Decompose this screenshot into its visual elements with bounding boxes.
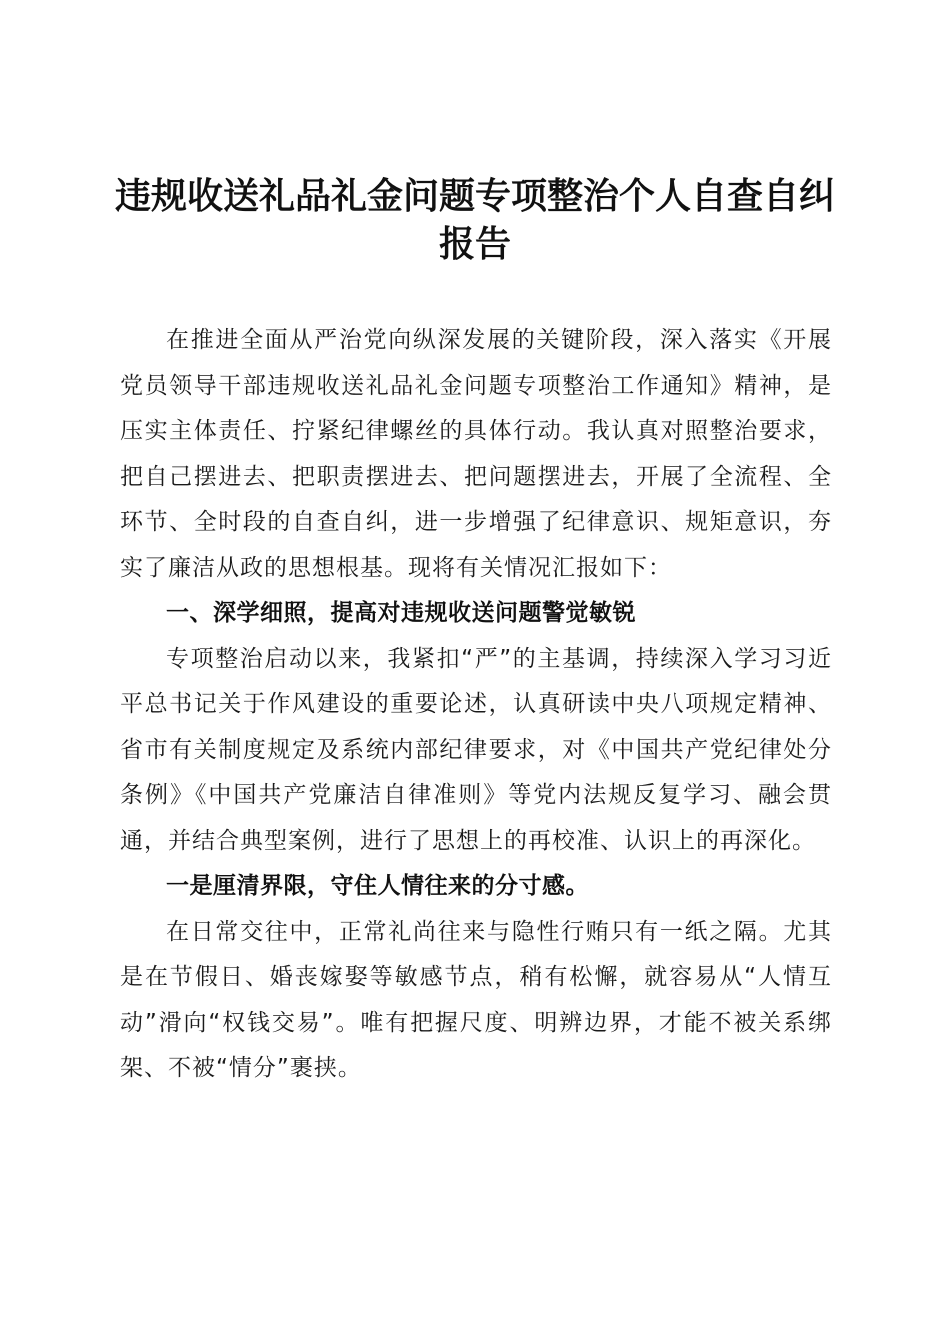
- subheading-1: 一是厘清界限，守住人情往来的分寸感。: [166, 873, 589, 899]
- title-line-1: 违规收送礼品礼金问题专项整治个人自查自纠: [114, 175, 835, 217]
- document-body: [120, 318, 832, 1092]
- intro-paragraph: 在推进全面从严治党向纵深发展的关键阶段，深入落实《开展党员领导干部违规收送礼品礼金问题专项整治工作通知》精神，是压实主体责任、拧紧纪律螺丝的具体行动。我认真对照整治要求，把自己摆进去、把职责摆进去、把问题摆进去，开展了全流程、全环节、全时段的自查自纠，进一步增强了纪律意识、规矩意识，夯实了廉洁从政的思想根基。现将有关情况汇报如下：: [120, 327, 832, 581]
- title-line-2: 报告: [438, 223, 511, 265]
- subheading-1-paragraph: 在日常交往中，正常礼尚往来与隐性行贿只有一纸之隔。尤其是在节假日、婚丧嫁娶等敏感节点，稍有松懈，就容易从“人情互动”滑向“权钱交易”。唯有把握尺度、明辨边界，才能不被关系绑架、不被“情分”裹挟。: [120, 918, 832, 1081]
- document-title: [100, 172, 850, 268]
- section-heading-1: 一、深学细照，提高对违规收送问题警觉敏锐: [166, 600, 636, 626]
- section-1-paragraph: 专项整治启动以来，我紧扣“严”的主基调，持续深入学习习近平总书记关于作风建设的重要论述，认真研读中央八项规定精神、省市有关制度规定及系统内部纪律要求，对《中国共产党纪律处分条例》《中国共产党廉洁自律准则》等党内法规反复学习、融会贯通，并结合典型案例，进行了思想上的再校准、认识上的再深化。: [120, 645, 832, 854]
